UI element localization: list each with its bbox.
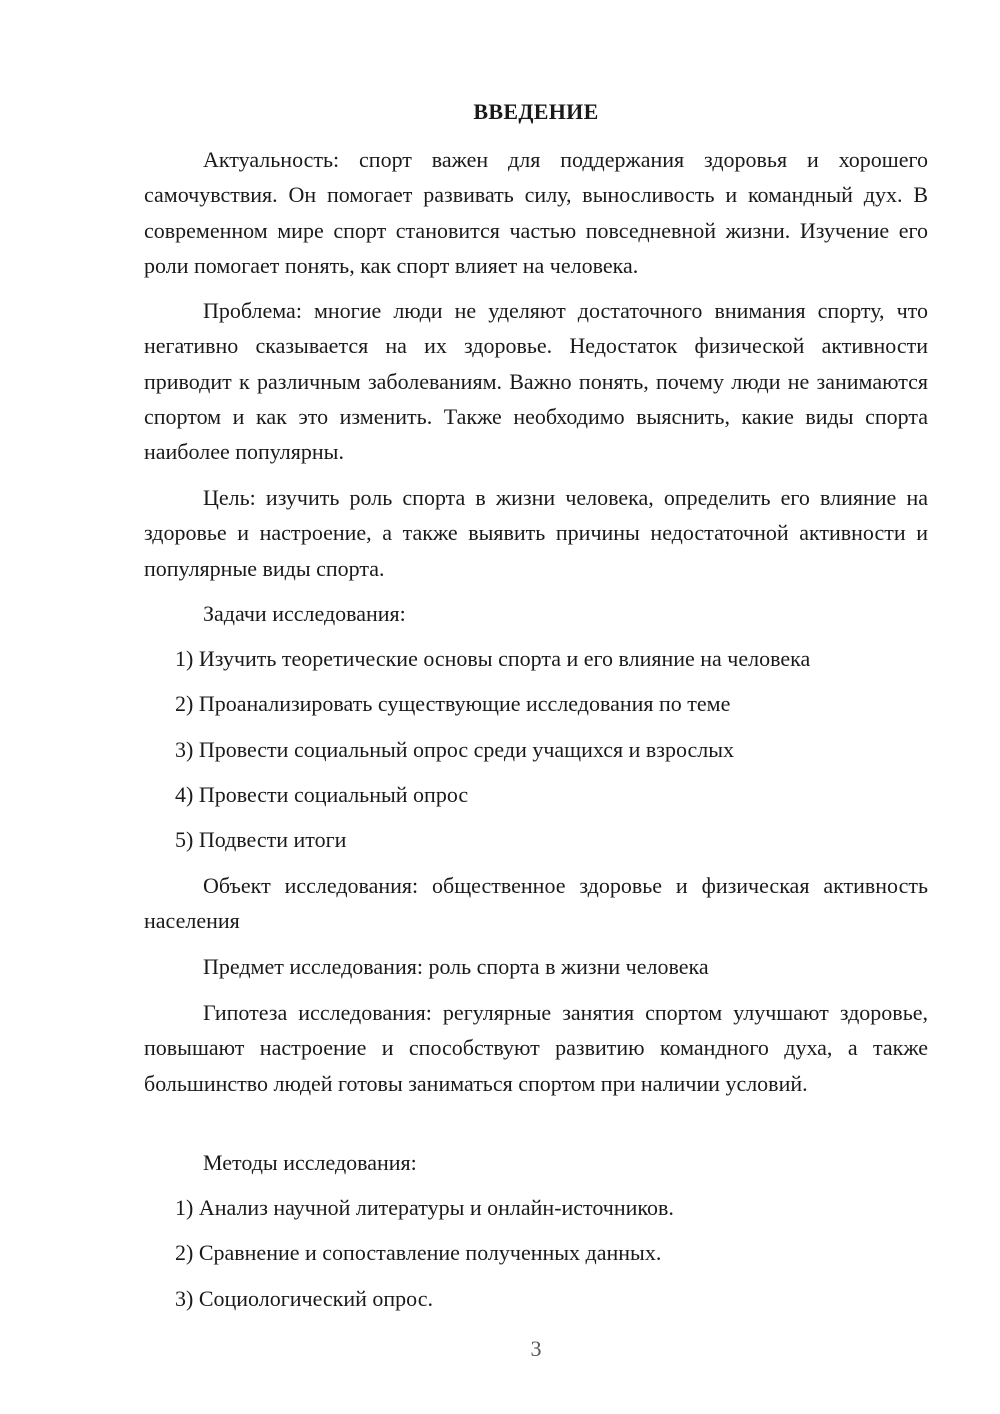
page-title: ВВЕДЕНИЕ — [473, 99, 599, 124]
problem-paragraph: Проблема: многие люди не уделяют достаточного внимания спорту, что негативно сказывается на их здоровье. Недостаток физической активности приводит к различным заболеваниям. Важно понять, почему люди не занимаются спортом и как это изменить. Также необходимо выяснить, какие виды спорта наиболее популярны. — [144, 298, 928, 465]
method-item-2: 2) Сравнение и сопоставление полученных данных. — [175, 1240, 662, 1265]
method-item-1: 1) Анализ научной литературы и онлайн-источников. — [175, 1195, 674, 1220]
method-item-3: 3) Социологический опрос. — [175, 1286, 433, 1311]
subject-paragraph: Предмет исследования: роль спорта в жизни человека — [203, 954, 709, 979]
page-number: 3 — [530, 1336, 542, 1361]
task-item-1: 1) Изучить теоретические основы спорта и его влияние на человека — [175, 646, 811, 671]
task-item-3: 3) Провести социальный опрос среди учащихся и взрослых — [175, 737, 735, 762]
task-item-2: 2) Проанализировать существующие исследования по теме — [175, 691, 731, 716]
task-item-5: 5) Подвести итоги — [175, 827, 347, 852]
relevance-paragraph: Актуальность: спорт важен для поддержания здоровья и хорошего самочувствия. Он помогает развивать силу, выносливость и командный дух. В современном мире спорт становится частью повседневной жизни. Изучение его роли помогает понять, как спорт влияет на человека. — [144, 147, 928, 278]
task-item-4: 4) Провести социальный опрос — [175, 782, 469, 807]
methods-heading: Методы исследования: — [203, 1150, 417, 1175]
hypothesis-paragraph: Гипотеза исследования: регулярные занятия спортом улучшают здоровье, повышают настроение и способствуют развитию командного духа, а также большинство людей готовы заниматься спортом при наличии условий. — [144, 1000, 928, 1096]
tasks-heading: Задачи исследования: — [203, 601, 406, 626]
object-paragraph: Объект исследования: общественное здоровье и физическая активность населения — [144, 873, 928, 934]
goal-paragraph: Цель: изучить роль спорта в жизни человека, определить его влияние на здоровье и настроение, а также выявить причины недостаточной активности и популярные виды спорта. — [144, 485, 928, 581]
